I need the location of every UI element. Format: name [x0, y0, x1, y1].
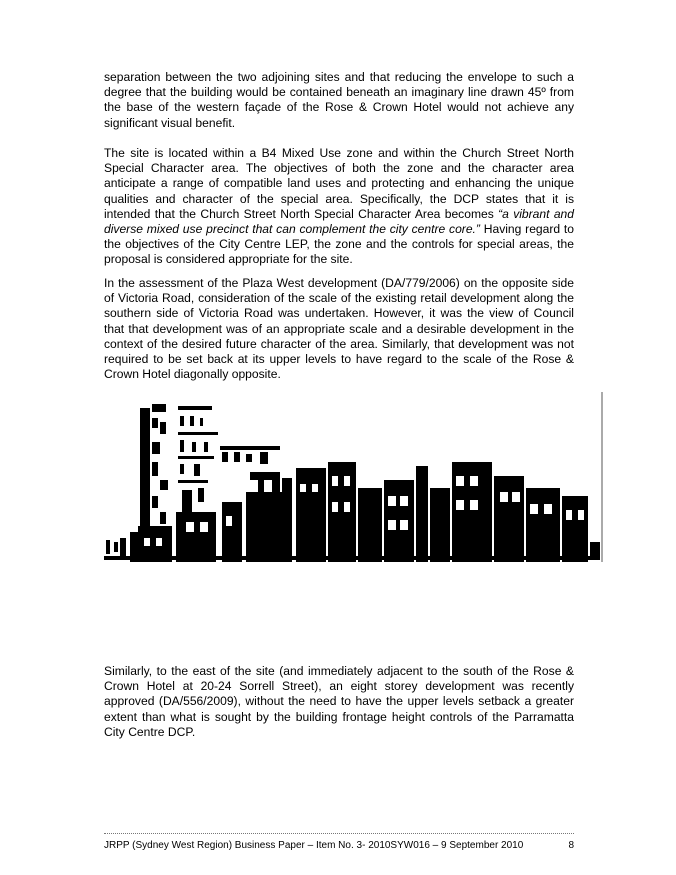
paragraph-plaza-west: [104, 276, 574, 382]
paragraph-text: The site is located within a B4 Mixed Use zone and within the Church Street North Special Character area. The objectives of both the zone and the character area anticipate a range of compatible land uses and protecting and enhancing the unique qualities and character of the special area. Specifically, the DCP states that it is intended that the Church Street North Special Character Area becomes: [104, 146, 574, 221]
paragraph-visual-benefit: [104, 70, 574, 131]
footer-text: JRPP (Sydney West Region) Business Paper – Item No. 3- 2010SYW016 – 9 September 2010: [104, 840, 524, 851]
paragraph-text: Similarly, to the east of the site (and immediately adjacent to the south of the Rose & Crown Hotel at 20-24 Sorrell Street), an eight storey development was recently approved (DA/556/2009), without the need to have the upper levels setback a greater extent than what is sought by the building frontage height controls of the Parramatta City Centre DCP.: [104, 664, 574, 739]
streetscape-elevation-image: [100, 392, 604, 570]
page-number: 8: [568, 840, 574, 851]
dcp-quote: “a vibrant and diverse mixed use precinct that can complement the city centre core.”: [104, 206, 574, 237]
paragraph-text: Having regard to the objectives of the City Centre LEP, the zone and the controls for special areas, the proposal is considered appropriate for the site.: [104, 222, 574, 267]
paragraph-text: In the assessment of the Plaza West development (DA/779/2006) on the opposite side of Victoria Road, consideration of the scale of the existing retail development along the southern side of Victoria Road was undertaken. However, it was the view of Council that that development was of an appropriate scale and a desirable development in the context of the desired future character of the area. Similarly, that development was not required to be set back at its upper levels to have regard to the scale of the Rose & Crown Hotel diagonally opposite.: [104, 276, 574, 382]
paragraph-sorrell-street: [104, 664, 574, 740]
paragraph-zoning: [104, 146, 574, 268]
paragraph-text: separation between the two adjoining sites and that reducing the envelope to such a degree that the building would be contained beneath an imaginary line drawn 45º from the base of the western façade of the Rose & Crown Hotel would not achieve any significant visual benefit.: [104, 70, 574, 130]
footer-divider: [104, 833, 574, 834]
